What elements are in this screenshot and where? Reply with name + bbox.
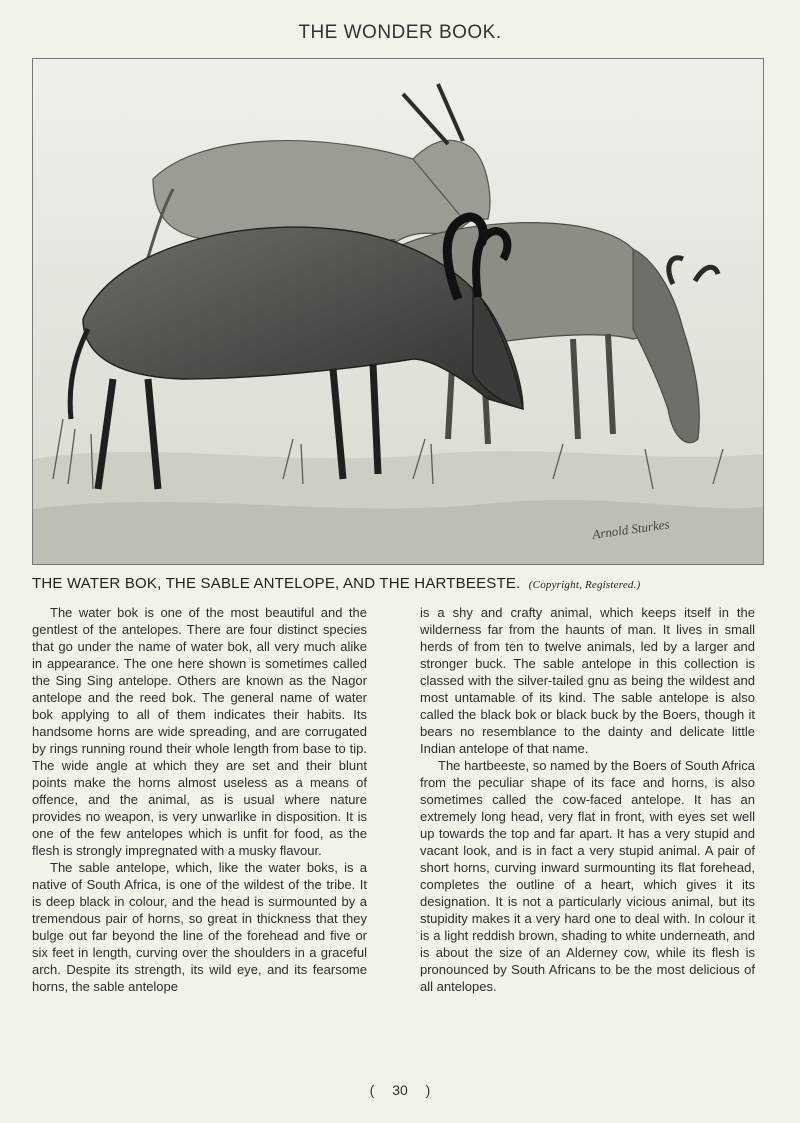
paragraph: The sable antelope, which, like the water boks, is a native of South Africa, is one of the wildest of the tribe. It is deep black in colour, and the head is surmounted by a tremendous pair of horns, so great in thickness that they bulge out far beyond the line of the forehead and five or six feet in length, curving over the shoulders in a graceful arch. Despite its strength, its wild eye, and its fearsome horns, the sable antelope <box>32 860 367 994</box>
text-column-right <box>420 604 755 995</box>
caption-text: THE WATER BOK, THE SABLE ANTELOPE, AND THE HARTBEESTE. <box>32 575 521 592</box>
paragraph: is a shy and crafty animal, which keeps itself in the wilderness far from the haunts of man. It lives in small herds of from ten to twelve animals, led by a larger and stronger buck. The sable antelope in this collection is classed with the silver-tailed gnu as being the wildest and most untamable of its kind. The sable antelope is also called the black bok or black buck by the Boers, though it bears no resemblance to the dainty and delicate little Indian antelope of that name. <box>420 605 755 756</box>
page-number-open: ( <box>369 1082 375 1098</box>
antelope-illustration <box>33 59 763 564</box>
text-column-left <box>32 604 367 995</box>
page-number <box>0 1082 800 1098</box>
paragraph: The hartbeeste, so named by the Boers of South Africa from the peculiar shape of its face and horns, is also sometimes called the cow-faced antelope. It has an extremely long head, very flat in front, with eyes set well up towards the top and far apart. It has a very stupid and vacant look, and is in fact a very stupid animal. A pair of short horns, curving inward surmounting its flat forehead, completes the outline of a heart, which gives it its designation. It is not a particularly vicious animal, but its stupidity makes it a very hard one to deal with. In colour it is a light reddish brown, shading to white underneath, and is about the size of an Alderney cow, while its flesh is pronounced by South Africans to be the most delicious of all antelopes. <box>420 758 755 994</box>
artist-signature: Arnold Sturkes <box>591 516 671 542</box>
illustration-plate <box>32 58 764 565</box>
page-number-close: ) <box>425 1082 431 1098</box>
page-number-value: 30 <box>392 1082 408 1098</box>
paragraph: The water bok is one of the most beautiful and the gentlest of the antelopes. There are four distinct species that go under the name of water bok, all very much alike in appearance. The one here shown is sometimes called the Sing Sing antelope. Others are known as the Nagor antelope and the reed bok. The general name of water bok applying to all of them indicates their habits. Its handsome horns are wide spreading, and are corrugated by rings running round their whole length from base to tip. The wide angle at which they are set and their blunt points make the horns almost useless as a means of offence, and the animal, as is usual where nature provides no weapon, is very unwarlike in disposition. It is one of the few antelopes which is unfit for food, as the flesh is strongly impregnated with a musky flavour. <box>32 605 367 858</box>
running-title: THE WONDER BOOK. <box>298 22 502 43</box>
copyright-note: (Copyright, Registered.) <box>528 579 641 591</box>
plate-caption <box>32 575 760 592</box>
